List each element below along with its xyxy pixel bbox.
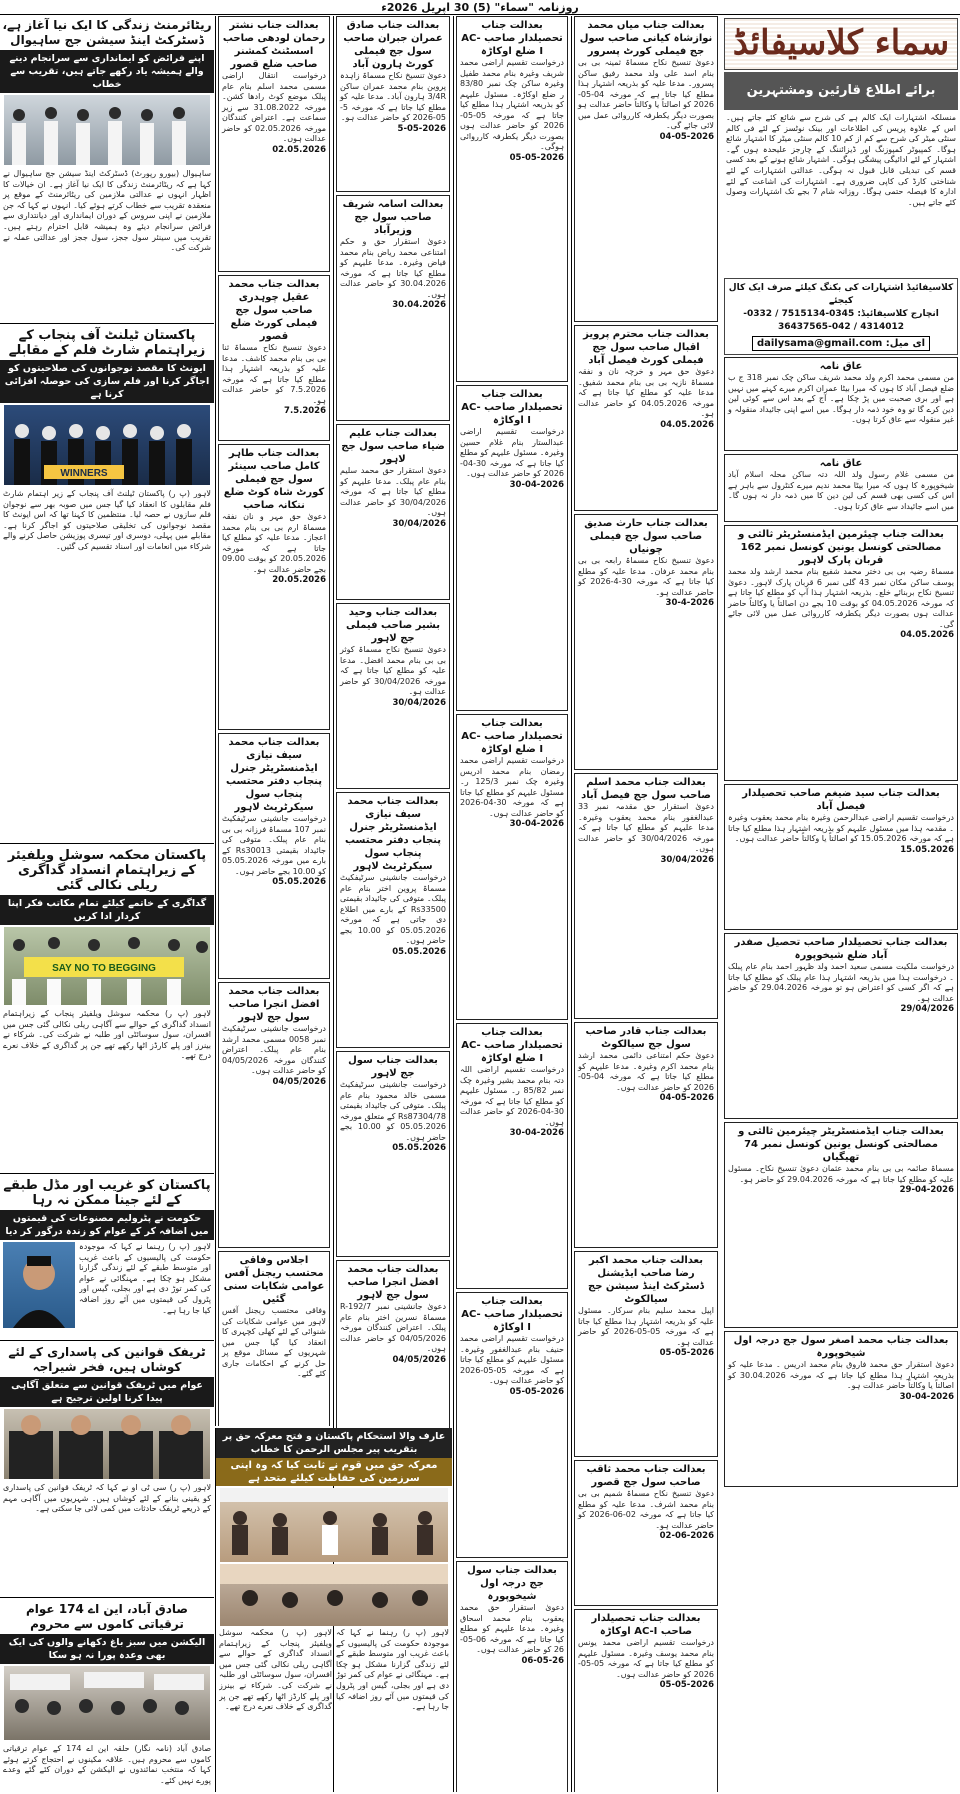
notice-date: 30.04.2026 (392, 300, 446, 310)
story3-headline: پاکستان محکمہ سوشل ویلفیئر کے زیراہتمام انسداد گداگری ریلی نکالی گئی (7, 848, 207, 893)
notice-title: بعدالت جناب سید ضیغم صاحب تحصیلدار فیصل آباد (742, 788, 940, 812)
story5-body: لاہور (پ ر) سی ٹی او نے کہا کہ ٹریفک قوانین کی پاسداری کو یقینی بنانے کے لئے کوشاں ہیں۔ شہریوں میں آگاہی مہم کے ذریعے ٹریفک حادثات میں کمی لائی جا سکتی ہے۔ (3, 1483, 211, 1514)
center-story-body (216, 1628, 452, 1792)
story5-photo (4, 1409, 210, 1479)
notice-date: 05.05.2026 (392, 946, 446, 957)
notice-body: دعویٰ حق مہر و خرچہ نان و نفقہ مسماۃ نازیہ بی بی بنام محمد شفیق۔ مدعا علیہ کو مطلع کیا جاتا ہے کہ مورخہ 04.05.2026 کو حاضر عدالت ہو۔ (578, 367, 714, 418)
story6-body: صادق آباد (نامہ نگار) حلقہ این اے 174 کے عوام ترقیاتی کاموں سے محروم ہیں۔ علاقہ مکینوں نے احتجاج کرتے ہوئے کہا کہ منتخب نمائندوں نے الیکشن کے دوران کئے گئے وعدے پورے نہیں کئے۔ (3, 1744, 211, 1785)
notice-date: 30/04/2026 (660, 854, 714, 865)
masthead (0, 0, 960, 15)
email-address: dailysama@gmail.com (756, 338, 883, 349)
notice-title: بعدالت جناب حارث صدیق صاحب سول جج فیملی چونیاں (584, 518, 708, 555)
notice-body: مسماۃ رضیہ بی بی دختر محمد شفیع بنام محمد ارشد ولد محمد یوسف ساکن مکان نمبر 43 گلی نمبر 6 قربان پارک لاہور۔ دعویٰ تنسیخ نکاح بربنائے خلع۔ بذریعہ اشتہار ہذا آپ کو مطلع کیا جاتا ہے کہ مورخہ 04.05.2026 کو بوقت 10 بجے دن اصالتاً یا وکالتاً حاضر عدالت ہوں بصورت دیگر یکطرفہ کارروائی عمل میں لائی جائے گی۔ (728, 567, 955, 629)
notice (574, 325, 718, 511)
begging-banner-text: SAY NO TO BEGGING (52, 963, 156, 974)
notice-title: بعدالت جناب تحصیلدار صاحب AC-I ضلع اوکاڑہ (461, 718, 563, 755)
notice-body: درخواست جانشینی سرٹیفکیٹ نمبر 0058 مسمی محمد ارشد بنام عام پبلک۔ اعتراض کنندگان مورخہ 04/05/2026 کو حاضر عدالت ہوں۔ (222, 1024, 326, 1075)
notice-date: 30-04-2026 (509, 479, 564, 490)
notice-title: بعدالت جناب قادر صاحب سول جج سیالکوٹ (585, 1026, 707, 1050)
story4-headline: پاکستان کو غریب اور مڈل طبقے کے لئے جینا ممکن نہ رہا (3, 1178, 211, 1208)
story3-body: لاہور (پ ر) محکمہ سوشل ویلفیئر پنجاب کے زیراہتمام انسداد گداگری کے حوالے سے آگاہی ریلی نکالی گئی جس میں افسران، سول سوسائٹی اور طلبہ نے شرکت کی۔ شرکاء نے بینرز اور پلے کارڈز اٹھا رکھے تھے جن پر گداگری کے خلاف نعرے درج تھے۔ (3, 1009, 211, 1061)
center-photo-1 (220, 1488, 448, 1562)
center-story-text-2: لاہور (پ ر) محکمہ سوشل ویلفیئر پنجاب کے زیراہتمام انسداد گداگری کے حوالے سے آگاہی ریلی نکالی گئی جس میں افسران، سول سوسائٹی اور طلبہ نے شرکت کی۔ شرکاء نے بینرز اور پلے کارڈز اٹھا رکھے تھے جن پر گداگری کے خلاف نعرے درج تھے۔ (219, 1628, 332, 1712)
notice-title: بعدالت جناب سول جج درجہ اول شیخوپورہ (467, 1565, 557, 1602)
notice-title: بعدالت جناب ایڈمنسٹریٹر چیئرمین ثالثی و مصالحتی کونسل یونین کونسل نمبر 74 تھیگیاں (738, 1126, 944, 1163)
notice (724, 1331, 958, 1487)
notice-body: من مسمی محمد اکرم ولد محمد شریف ساکن چک نمبر 318 ج ب ضلع فیصل آباد کا ہوں کہ میرا بیٹا عمران اکرم میرے کہنے میں نہیں ہے اور بری صحبت میں پڑ چکا ہے۔ آج کے بعد اس سے کوئی لین دین کرے گا تو وہ خود ذمہ دار ہوگا۔ میں اسے اپنی جائیداد منقولہ و غیر منقولہ سے عاق کرتا ہوں۔ (728, 373, 954, 424)
notice-body: دعویٰ استقرار حق مقدمہ نمبر 33 عبدالغفور بنام محمد یعقوب وغیرہ۔ مدعا علیہم کو مطلع کیا جاتا ہے کہ مورخہ 30/04/2026 کو حاضر عدالت ہوں۔ (578, 802, 714, 853)
notice (336, 1051, 450, 1257)
story6-headline: صادق آباد، این اے 174 عوام ترقیاتی کاموں سے محروم (26, 1602, 188, 1631)
notice-title: بعدالت جناب تحصیلدار صاحب AC-I ضلع اوکاڑہ (461, 1027, 563, 1064)
story3-subhead: گداگری کے خاتمے کیلئے تمام مکاتب فکر اپنا کردار ادا کریں (0, 895, 214, 925)
notice-title: بعدالت جناب محمد اکبر رضا صاحب ایڈیشنل ڈسٹرکٹ اینڈ سیشن جج سیالکوٹ (588, 1255, 704, 1305)
notice (574, 1460, 718, 1606)
notice (218, 16, 330, 272)
story2-photo-figures (4, 405, 210, 485)
notice-body: دعویٰ استقرار حق محمد فاروق بنام محمد ادریس ۔ مدعا علیہ کو بذریعہ اشتہار ہذا مطلع کیا جاتا ہے کہ مورخہ 30.04.2026 کو اصالتاً یا وکالتاً حاضر عدالت ہو۔ (728, 1360, 954, 1390)
notice-body: دعویٰ تنسیخ نکاح مسماۃ کوثر بی بی بنام محمد افضل۔ مدعا علیہ کو مطلع کیا جاتا ہے کہ مورخہ 30/04/2026 کو حاضر عدالت ہو۔ (340, 645, 446, 696)
notice-body: درخواست تقسیم اراضی اللہ دتہ بنام محمد بشیر وغیرہ چک نمبر 85/82 ر۔ مسئول علیہم کو مطلع کیا جاتا ہے کہ مورخہ 30-04-2026 کو حاضر عدالت ہوں۔ (460, 1065, 564, 1127)
notice-body: درخواست تقسیم اراضی محمد حنیف بنام عبدالغفور وغیرہ۔ مسئول علیہم کو مطلع کیا جاتا ہے کہ مورخہ 05-05-2026 کو حاضر عدالت ہوں۔ (460, 1334, 564, 1385)
notice (724, 1122, 958, 1328)
notice (456, 385, 568, 711)
portrait-figure (3, 1242, 75, 1328)
notice (724, 454, 958, 522)
notice (218, 275, 330, 441)
notice-title: بعدالت جناب علیم ضیاء صاحب سول جج لاہور (341, 428, 445, 465)
col3-notices (454, 16, 570, 1792)
center-photo-1-figures (220, 1488, 448, 1562)
notice (574, 1251, 718, 1457)
notice-body: درخواست تقسیم اراضی عبدالستار بنام غلام حسین وغیرہ۔ مسئول علیہم کو مطلع کیا جاتا ہے کہ مورخہ 30-04-2026 کو حاضر عدالت ہوں۔ (460, 427, 564, 478)
story4-subhead: حکومت نے پٹرولیم مصنوعات کی قیمتوں میں اضافہ کر کے عوام کو زندہ درگور کر دیا (0, 1210, 214, 1240)
notice-date: 30-04-2026 (509, 819, 564, 829)
notice-title: بعدالت جناب نشتر رحمان لودھی صاحب اسسٹنٹ کمشنر صاحب ضلع قصور (222, 20, 326, 70)
story4-portrait (3, 1242, 75, 1328)
notice-date: 05-05-2026 (509, 1386, 564, 1397)
story2-subhead: ایونٹ کا مقصد نوجوانوں کی صلاحیتوں کو اجاگر کرنا اور فلم سازی کی حوصلہ افزائی کرنا ہے (0, 360, 214, 403)
story1-photo (4, 95, 210, 165)
notice-title: بعدالت جناب محترم پرویز اقبال صاحب سول جج فیملی کورٹ فیصل آباد (583, 329, 709, 366)
notice (724, 357, 958, 451)
notice-title: بعدالت جناب چیئرمین ایڈمنسٹریٹر ثالثی و مصالحتی کونسل یونین کونسل نمبر 162 قربان پارک لاہور (738, 529, 944, 566)
story1-subhead: اپنے فرائض کو ایمانداری سے سرانجام دینے والے ہمیشہ یاد رکھے جاتے ہیں، تقریب سے خطاب (0, 50, 214, 93)
notice-title: بعدالت جناب محمد اصغر سول جج درجہ اول شیخوپورہ (733, 1335, 949, 1359)
notice-date: 06-05-26 (521, 1655, 564, 1666)
story1-photo-figures (4, 95, 210, 165)
notice-body: دعویٰ تنسیخ نکاح مسماۃ زاہدہ پروین بنام محمد عمران ساکن 3/4R ہارون آباد۔ مدعا علیہ کو مطلع کیا جاتا ہے کہ مورخہ 5-05-2026 کو حاضر عدالت ہو۔ (340, 71, 446, 122)
notice-title: بعدالت جناب میاں محمد نوازشاہ کیانی صاحب سول جج فیملی کورٹ پسرور (579, 20, 713, 57)
notice-date: 29-04-2026 (899, 1185, 954, 1195)
notice-date: 05-05-2026 (659, 1680, 714, 1690)
notice-date: 30-4-2026 (665, 598, 714, 608)
notice (336, 424, 450, 600)
notice-body: دعویٰ استقرار حق محمد یعقوب بنام محمد اسحاق وغیرہ۔ مدعا علیہم کو مطلع کیا جاتا ہے کہ مورخہ 06-05-26 کو حاضر عدالت ہوں۔ (460, 1603, 564, 1654)
notice (574, 16, 718, 322)
notice (456, 1292, 568, 1558)
notice (456, 1561, 568, 1792)
notice-title: بعدالت جناب تحصیلدار صاحب AC-I اوکاڑہ (461, 1296, 563, 1333)
notice-date: 05-05-2026 (509, 152, 564, 163)
column-2 (571, 16, 720, 1792)
center-headline: عارف والا استحکام پاکستان و فتح معرکہ حق پر بتقریب پیر مجلس الرحمن کا خطاب (216, 1428, 452, 1458)
notice (336, 16, 450, 192)
notice-title: بعدالت جناب وحید بشیر صاحب فیملی جج لاہور (346, 607, 440, 644)
col4-notices (334, 16, 452, 1466)
notice-title: بعدالت جناب محمد عقیل چوہدری صاحب سول جج فیملی کورٹ ضلع قصور (228, 279, 320, 342)
notice-title: بعدالت جناب محمد ثاقب صاحب سول جج قصور (586, 1464, 706, 1488)
notice-body: درخواست جانشینی سرٹیفکیٹ مسماۃ پروین اختر بنام عام پبلک۔ متوفی کی جائیداد بقیمتی Rs33500 کے بارے میں اطلاع دی جاتی ہے کہ مورخہ 05.05.2026 کو 10.00 بجے حاضر ہوں۔ (340, 873, 447, 945)
notice-body: درخواست ملکیت مسمی سعید احمد ولد ظہور احمد بنام عام پبلک ۔ درخواست ہذا میں بذریعہ اشتہار ہذا عام پبلک کو مطلع کیا جاتا ہے کہ اگر کسی کو اعتراض ہو تو مورخہ 29.04.2026 کو حاضر عدالت ہو۔ (728, 962, 954, 1003)
classified-subtitle: برائے اطلاع قارئین ومشتہرین (724, 72, 958, 110)
newspaper-page (0, 16, 960, 1794)
notice-date: 5-05-2026 (397, 123, 446, 134)
notice-title: بعدالت جناب محمد سیف نیازی ایڈمنسٹریٹر جنرل پنجاب دفتر محتسب پنجاب سول سیکرٹریٹ لاہور (344, 796, 442, 872)
masthead-text: روزنامہ "سماء" (5) 30 اپریل 2026ء (381, 0, 579, 14)
notice-date: 04-05-2026 (659, 131, 714, 142)
story2-headline: پاکستان ٹیلنٹ آف پنجاب کے زیراہتمام شارٹ فلم کے مقابلے (8, 328, 206, 358)
notice-date: 02-06-2026 (659, 1531, 714, 1541)
notice-body: درخواست جانشینی سرٹیفکیٹ نمبر 107 مسماۃ فرزانہ بی بی بنام عام پبلک۔ متوفی کی جائیداد بقیمتی Rs30013 کے بارے میں مورخہ 05.05.2026 کو 10.00 بجے حاضر ہوں۔ (222, 814, 326, 876)
story2-photo (4, 405, 210, 485)
notice-body: دعویٰ استقرار حق محمد سلیم بنام عام پبلک۔ مدعا علیہم کو مطلع کیا جاتا ہے کہ مورخہ 30/04/2026 کو حاضر عدالت ہوں۔ (340, 466, 446, 517)
classified-title: سماء کلاسیفائڈ (724, 18, 958, 70)
notice-title: بعدالت جناب تحصیلدار صاحب تحصیل صفدر آباد ضلع شیخوپورہ (734, 937, 948, 961)
notice-title: بعدالت جناب تحصیلدار صاحب AC-I اوکاڑہ (591, 1613, 701, 1637)
notice-body: دعویٰ تنسیخ نکاح مسماۃ ثمینہ بی بی بنام اسد علی ولد محمد رفیق ساکن پسرور۔ مدعا علیہ کو بذریعہ اشتہار ہذا مطلع کیا جاتا ہے کہ مورخہ 04-05-2026 کو اصالتاً یا وکالتاً حاضر عدالت ہو بصورت دیگر یکطرفہ کارروائی عمل میں لائی جائے گی۔ (578, 58, 714, 130)
notice (218, 733, 330, 979)
center-story (215, 1428, 452, 1792)
story6-subhead: الیکشن میں سبز باغ دکھانے والوں کی ایک بھی وعدہ پورا نہ ہو سکا (0, 1634, 214, 1664)
notice-title: بعدالت جناب طاہر کامل صاحب سینئر سول جج فیملی کورٹ شاہ کوٹ ضلع ننکانہ صاحب (223, 448, 325, 511)
notice-body: درخواست تقسیم اراضی محمد رمضان بنام محمد ادریس وغیرہ چک نمبر 125/3 ر۔ مسئول علیہم کو مطلع کیا جاتا ہے کہ مورخہ 30-04-2026 کو حاضر عدالت ہوں۔ (460, 756, 564, 818)
email-label: ای میل: (885, 338, 926, 349)
notice (574, 1022, 718, 1248)
notice-body: اپیل محمد سلیم بنام سرکار۔ مسئول علیہ کو بذریعہ اشتہار ہذا مطلع کیا جاتا ہے کہ مورخہ 05-05-2026 کو حاضر عدالت ہو۔ (578, 1306, 714, 1347)
notice-date: 30-04-2026 (509, 1128, 564, 1138)
email-box[interactable] (752, 336, 930, 351)
notice-date: 05.05.2026 (272, 877, 326, 887)
story5-photo-figures (4, 1409, 210, 1479)
notice-body: دعویٰ استقرار حق و حکم امتناعی محمد ریاض بنام محمد فیاض وغیرہ۔ مدعا علیہم کو مطلع کیا جاتا ہے کہ مورخہ 30.04.2026 کو حاضر عدالت ہوں۔ (340, 237, 446, 299)
news-column (0, 16, 214, 1792)
story1-body: ساہیوال (بیورو رپورٹ) ڈسٹرکٹ اینڈ سیشن جج ساہیوال نے کہا ہے کہ ریٹائرمنٹ زندگی کا ایک نیا آغاز ہے۔ ان خیالات کا اظہار انہوں نے عدالتی ملازمین کی ریٹائرمنٹ کے موقع پر منعقدہ تقریب سے خطاب کرتے ہوئے کیا۔ انہوں نے کہا کہ جن ملازمین نے اپنی سروس کے دوران ایمانداری اور دیانتداری سے فرائض سرانجام دیئے وہ ہمیشہ قابل احترام رہتے ہیں۔ تقریب میں سینئر سول ججز، سول ججز اور عدالتی عملہ نے شرکت کی۔ (3, 169, 211, 253)
notice-title: بعدالت جناب محمد افضل انجرا صاحب سول جج لاہور (347, 1264, 439, 1301)
notice (218, 982, 330, 1248)
notice-body: دعویٰ حکم امتناعی دائمی محمد ارشد بنام محمد اکرم وغیرہ۔ مدعا علیہم کو مطلع کیا جاتا ہے کہ مورخہ 04-05-2026 کو حاضر عدالت ہوں۔ (578, 1051, 714, 1092)
center-photo-2-figures (220, 1564, 448, 1626)
notice-title: بعدالت جناب محمد سیف نیازی ایڈمنسٹریٹر جنرل پنجاب دفتر محتسب پنجاب سول سیکرٹریٹ لاہور (225, 737, 323, 813)
col5-notices (216, 16, 332, 1426)
notice-title: بعدالت جناب صادق عمران جبران صاحب سول جج فیملی کورٹ ہارون آباد (343, 20, 443, 70)
center-photo-2 (220, 1564, 448, 1626)
classified-intro: منسلکہ اشتہارات ایک کالم ہے کی شرح سے شائع کئے جاتے ہیں۔ اس کے علاوہ پریس کی اطلاعات اور بینک نوٹسز کے لئے فی کالم سنٹی میٹر کی شرح سے کم از کم 10 کالم سنٹی میٹر کا اشتہار شائع ہوگا۔ کمپیوٹر کمپوزنگ اور ڈیزائننگ کے چارجز علیحدہ ہوں گے۔ اشتہار کے لئے ادائیگی پیشگی ہوگی۔ اشتہار شائع ہونے کے بعد کسی قسم کی تبدیلی قابل قبول نہ ہوگی۔ عدالتی اشتہارات کے لئے شناختی کارڈ کی کاپی ضروری ہے۔ اشتہارات کی اشاعت کے لئے ادارہ کا فیصلہ حتمی ہوگا۔ روزانہ شام 7 بجے تک اشتہارات وصول کئے جاتے ہیں۔ (726, 113, 956, 207)
notice-date: 02.05.2026 (272, 144, 326, 155)
contact-line-1: کلاسیفائیڈ اشتہارات کی بکنگ کیلئے صرف ایک کال کیجئے (728, 283, 954, 306)
notice-date: 05-05-2026 (659, 1348, 714, 1358)
story5-subhead: عوام میں ٹریفک قوانین سے متعلق آگاہی پیدا کرنا اولین ترجیح ہے (0, 1377, 214, 1407)
classified-column (722, 16, 960, 1792)
notice-date: 04/05/2026 (392, 1354, 446, 1365)
notice-title: بعدالت اسامہ شریف صاحب سول جج وزیرآباد (342, 199, 444, 236)
notice (456, 1023, 568, 1289)
notice-title: عاق نامہ (819, 458, 863, 469)
notice-title: بعدالت جناب تحصیلدار صاحب AC-I اوکاڑہ (461, 389, 563, 426)
notice (456, 16, 568, 382)
notice-date: 30-04-2026 (899, 1391, 954, 1402)
story5-headline: ٹریفک قوانین کی پاسداری کے لئے کوشاں ہیں، فخر شیراجہ (8, 1345, 206, 1374)
notice-body: دعویٰ حق مہر و نان نفقہ مسماۃ ارم بی بی بنام محمد اعجاز۔ مدعا علیہ کو مطلع کیا جاتا ہے کہ مورخہ 20.05.2026 کو بوقت 09.00 بجے حاضر عدالت ہو۔ (222, 512, 326, 574)
notice-date: 04/05/2026 (272, 1076, 326, 1087)
classified-contact (724, 278, 958, 355)
story4-row (0, 1240, 214, 1338)
notice (574, 773, 718, 1019)
notice-title: بعدالت جناب محمد اسلم صاحب سول جج فیصل آباد (581, 777, 711, 801)
contact-line-2: انچارج کلاسیفائیڈ: 0345-7515134 / 0332-4314012 / 042-36437565 (743, 309, 939, 332)
notice-date: 7.5.2026 (284, 406, 326, 416)
center-story-text: لاہور (پ ر) رہنما نے کہا کہ موجودہ حکومت کی پالیسیوں کے باعث غریب اور متوسط طبقے کے لئے زندگی گزارنا مشکل ہو چکا ہے۔ مہنگائی نے عوام کی کمر توڑ دی ہے اور بجلی، گیس اور پٹرول کی قیمتوں میں آئے روز اضافہ کیا جا رہا ہے۔ (336, 1628, 449, 1712)
notice-body: دعویٰ تنسیخ نکاح مسماۃ ثنا بی بی بنام محمد کاشف۔ مدعا علیہ کو بذریعہ اشتہار ہذا مطلع کیا جاتا ہے کہ مورخہ 7.5.2026 کو حاضر عدالت ہو۔ (222, 343, 326, 405)
notice-body: من مسمی غلام رسول ولد اللہ دتہ ساکن محلہ اسلام آباد شیخوپورہ کا ہوں کہ میرا بیٹا محمد ندیم میرے کنٹرول سے باہر ہے اس کی کسی بھی قسم کی لین دین کا میں ذمہ دار نہ ہوں گا۔ میں اسے جائیداد سے عاق کرتا ہوں۔ (728, 470, 954, 511)
notice (336, 603, 450, 789)
notice-date: 05.05.2026 (392, 1143, 446, 1153)
notice (724, 525, 958, 781)
notice-date: 15.05.2026 (900, 844, 954, 855)
notice-date: 04.05.2026 (900, 630, 954, 640)
notice-body: وفاقی محتسب ریجنل آفس لاہور میں عوامی شکایات کی شنوائی کے لئے کھلی کچہری کا انعقاد کیا گیا جس میں شہریوں کے مسائل موقع پر حل کرنے کے احکامات جاری کئے گئے۔ (222, 1306, 326, 1378)
notice-body: مسماۃ صائمہ بی بی بنام محمد عثمان دعویٰ تنسیخ نکاح۔ مسئول علیہ کو مطلع کیا جاتا ہے کہ مورخہ 29.04.2026 کو حاضر ہو۔ (728, 1164, 954, 1184)
col2-notices (572, 16, 720, 1792)
notice (724, 933, 958, 1119)
notice-title: بعدالت جناب محمد افضل انجرا صاحب سول جج لاہور (228, 986, 320, 1023)
notice-body: درخواست تقسیم اراضی محمد شریف وغیرہ بنام محمد طفیل وغیرہ ساکن چک نمبر 83/80 ر ضلع اوکاڑہ۔ مسئول علیہم کو بذریعہ اشتہار ہذا مطلع کیا جاتا ہے کہ مورخہ 05-05-2026 کو حاضر عدالت ہوں بصورت دیگر یکطرفہ کارروائی ہوگی۔ (460, 58, 564, 151)
notice-body: درخواست تقسیم اراضی عبدالرحمن وغیرہ بنام محمد یعقوب وغیرہ ۔ مقدمہ ہذا میں مسئول علیہم کو بذریعہ اشتہار ہذا مطلع کیا جاتا ہے کہ مورخہ 15.05.2026 کو اصالتاً یا وکالتاً حاضر عدالت ہوں۔ (728, 813, 954, 843)
story2-body: لاہور (پ ر) پاکستان ٹیلنٹ آف پنجاب کے زیر اہتمام شارٹ فلم مقابلوں کا انعقاد کیا گیا جس میں صوبہ بھر سے نوجوان فلم سازوں نے حصہ لیا۔ منتظمین کا کہنا تھا کہ اس ایونٹ کا مقصد نوجوانوں کی تخلیقی صلاحیتوں کو اجاگر کرنا ہے۔ مقابلے میں پہلی، دوسری اور تیسری پوزیشن حاصل کرنے والے شرکاء میں انعامات اور اسناد تقسیم کی گئیں۔ (3, 489, 211, 551)
notice-title: عاق نامہ (819, 361, 863, 372)
story3-photo (4, 927, 210, 1005)
notice-date: 29/04/2026 (900, 1004, 954, 1014)
column-3 (453, 16, 570, 1792)
notice-date: 30/04/2026 (392, 518, 446, 529)
notice-date: 30/04/2026 (392, 697, 446, 708)
notice (574, 514, 718, 770)
notice (456, 714, 568, 1020)
column-5 (215, 16, 332, 1426)
notice-body: درخواست تقسیم اراضی محمد یونس بنام محمد یوسف وغیرہ۔ مسئول علیہم کو مطلع کیا جاتا ہے کہ مورخہ 05-05-2026 کو حاضر عدالت ہوں۔ (578, 1638, 714, 1679)
story6-photo-figures (4, 1666, 210, 1740)
notice (336, 792, 450, 1048)
notice-body: درخواست جانشینی سرٹیفکیٹ مسمی خالد محمود بنام عام پبلک۔ متوفی کی جائیداد بقیمتی Rs87304/78 کے متعلق مورخہ 05.05.2026 کو 10.00 بجے حاضر ہوں۔ (340, 1080, 447, 1142)
notice-title: بعدالت جناب سول جج لاہور (348, 1055, 438, 1079)
notice-body: دعویٰ تنسیخ نکاح مسماۃ رابعہ بی بی بنام محمد عرفان۔ مدعا علیہ کو مطلع کیا جاتا ہے کہ مورخہ 30-4-2026 کو حاضر عدالت ہو۔ (578, 556, 714, 597)
center-subhead: معرکہ حق میں قوم نے ثابت کیا کہ وہ اپنی سرزمین کی حفاظت کیلئے متحد ہے (216, 1458, 452, 1486)
story1-headline: ریٹائرمنٹ زندگی کا ایک نیا آغاز ہے، ڈسٹرکٹ اینڈ سیشن جج ساہیوال (2, 18, 212, 47)
notice-date: 04-05-2026 (659, 1093, 714, 1103)
story3-photo-figures (4, 927, 210, 1005)
story6-photo (4, 1666, 210, 1740)
notice-date: 20.05.2026 (272, 575, 326, 585)
notice (574, 1609, 718, 1792)
col1-notices (722, 357, 960, 1487)
story4-body: لاہور (پ ر) رہنما نے کہا کہ موجودہ حکومت کی پالیسیوں کے باعث غریب اور متوسط طبقے کے لئے زندگی گزارنا مشکل ہو چکا ہے۔ مہنگائی نے عوام کی کمر توڑ دی ہے اور بجلی، گیس اور پٹرول کی قیمتوں میں آئے روز اضافہ کیا جا رہا ہے۔ (79, 1242, 211, 1315)
notice-date: 04.05.2026 (660, 419, 714, 430)
notice (218, 444, 330, 730)
notice-body: دعویٰ تنسیخ نکاح مسماۃ شمیم بی بی بنام محمد اشرف۔ مدعا علیہ کو مطلع کیا جاتا ہے کہ مورخہ 02-06-2026 کو حاضر عدالت ہو۔ (578, 1489, 714, 1530)
notice-body: دعویٰ جانشینی نمبر R-192/7 مسماۃ نسرین اختر بنام عام پبلک۔ اعتراض کنندگان مورخہ 04/05/2026 کو حاضر عدالت ہوں۔ (340, 1302, 446, 1353)
notice (336, 195, 450, 421)
notice (218, 1251, 330, 1426)
notice-title: بعدالت جناب تحصیلدار صاحب AC-I ضلع اوکاڑہ (461, 20, 563, 57)
notice (724, 784, 958, 930)
notice-body: درخواست انتقال اراضی مسمی محمد اسلم بنام عام پبلک موضع کوٹ رادھا کشن۔ مورخہ 31.08.2022 سے زیر سماعت ہے۔ اعتراض کنندگان مورخہ 02.05.2026 کو حاضر عدالت ہوں۔ (222, 71, 326, 143)
winners-banner-text: WINNERS (60, 468, 108, 479)
notice-title: اجلاس وفاقی محتسب ریجنل آفس عوامی شکایات سنی گئیں (223, 1255, 325, 1305)
